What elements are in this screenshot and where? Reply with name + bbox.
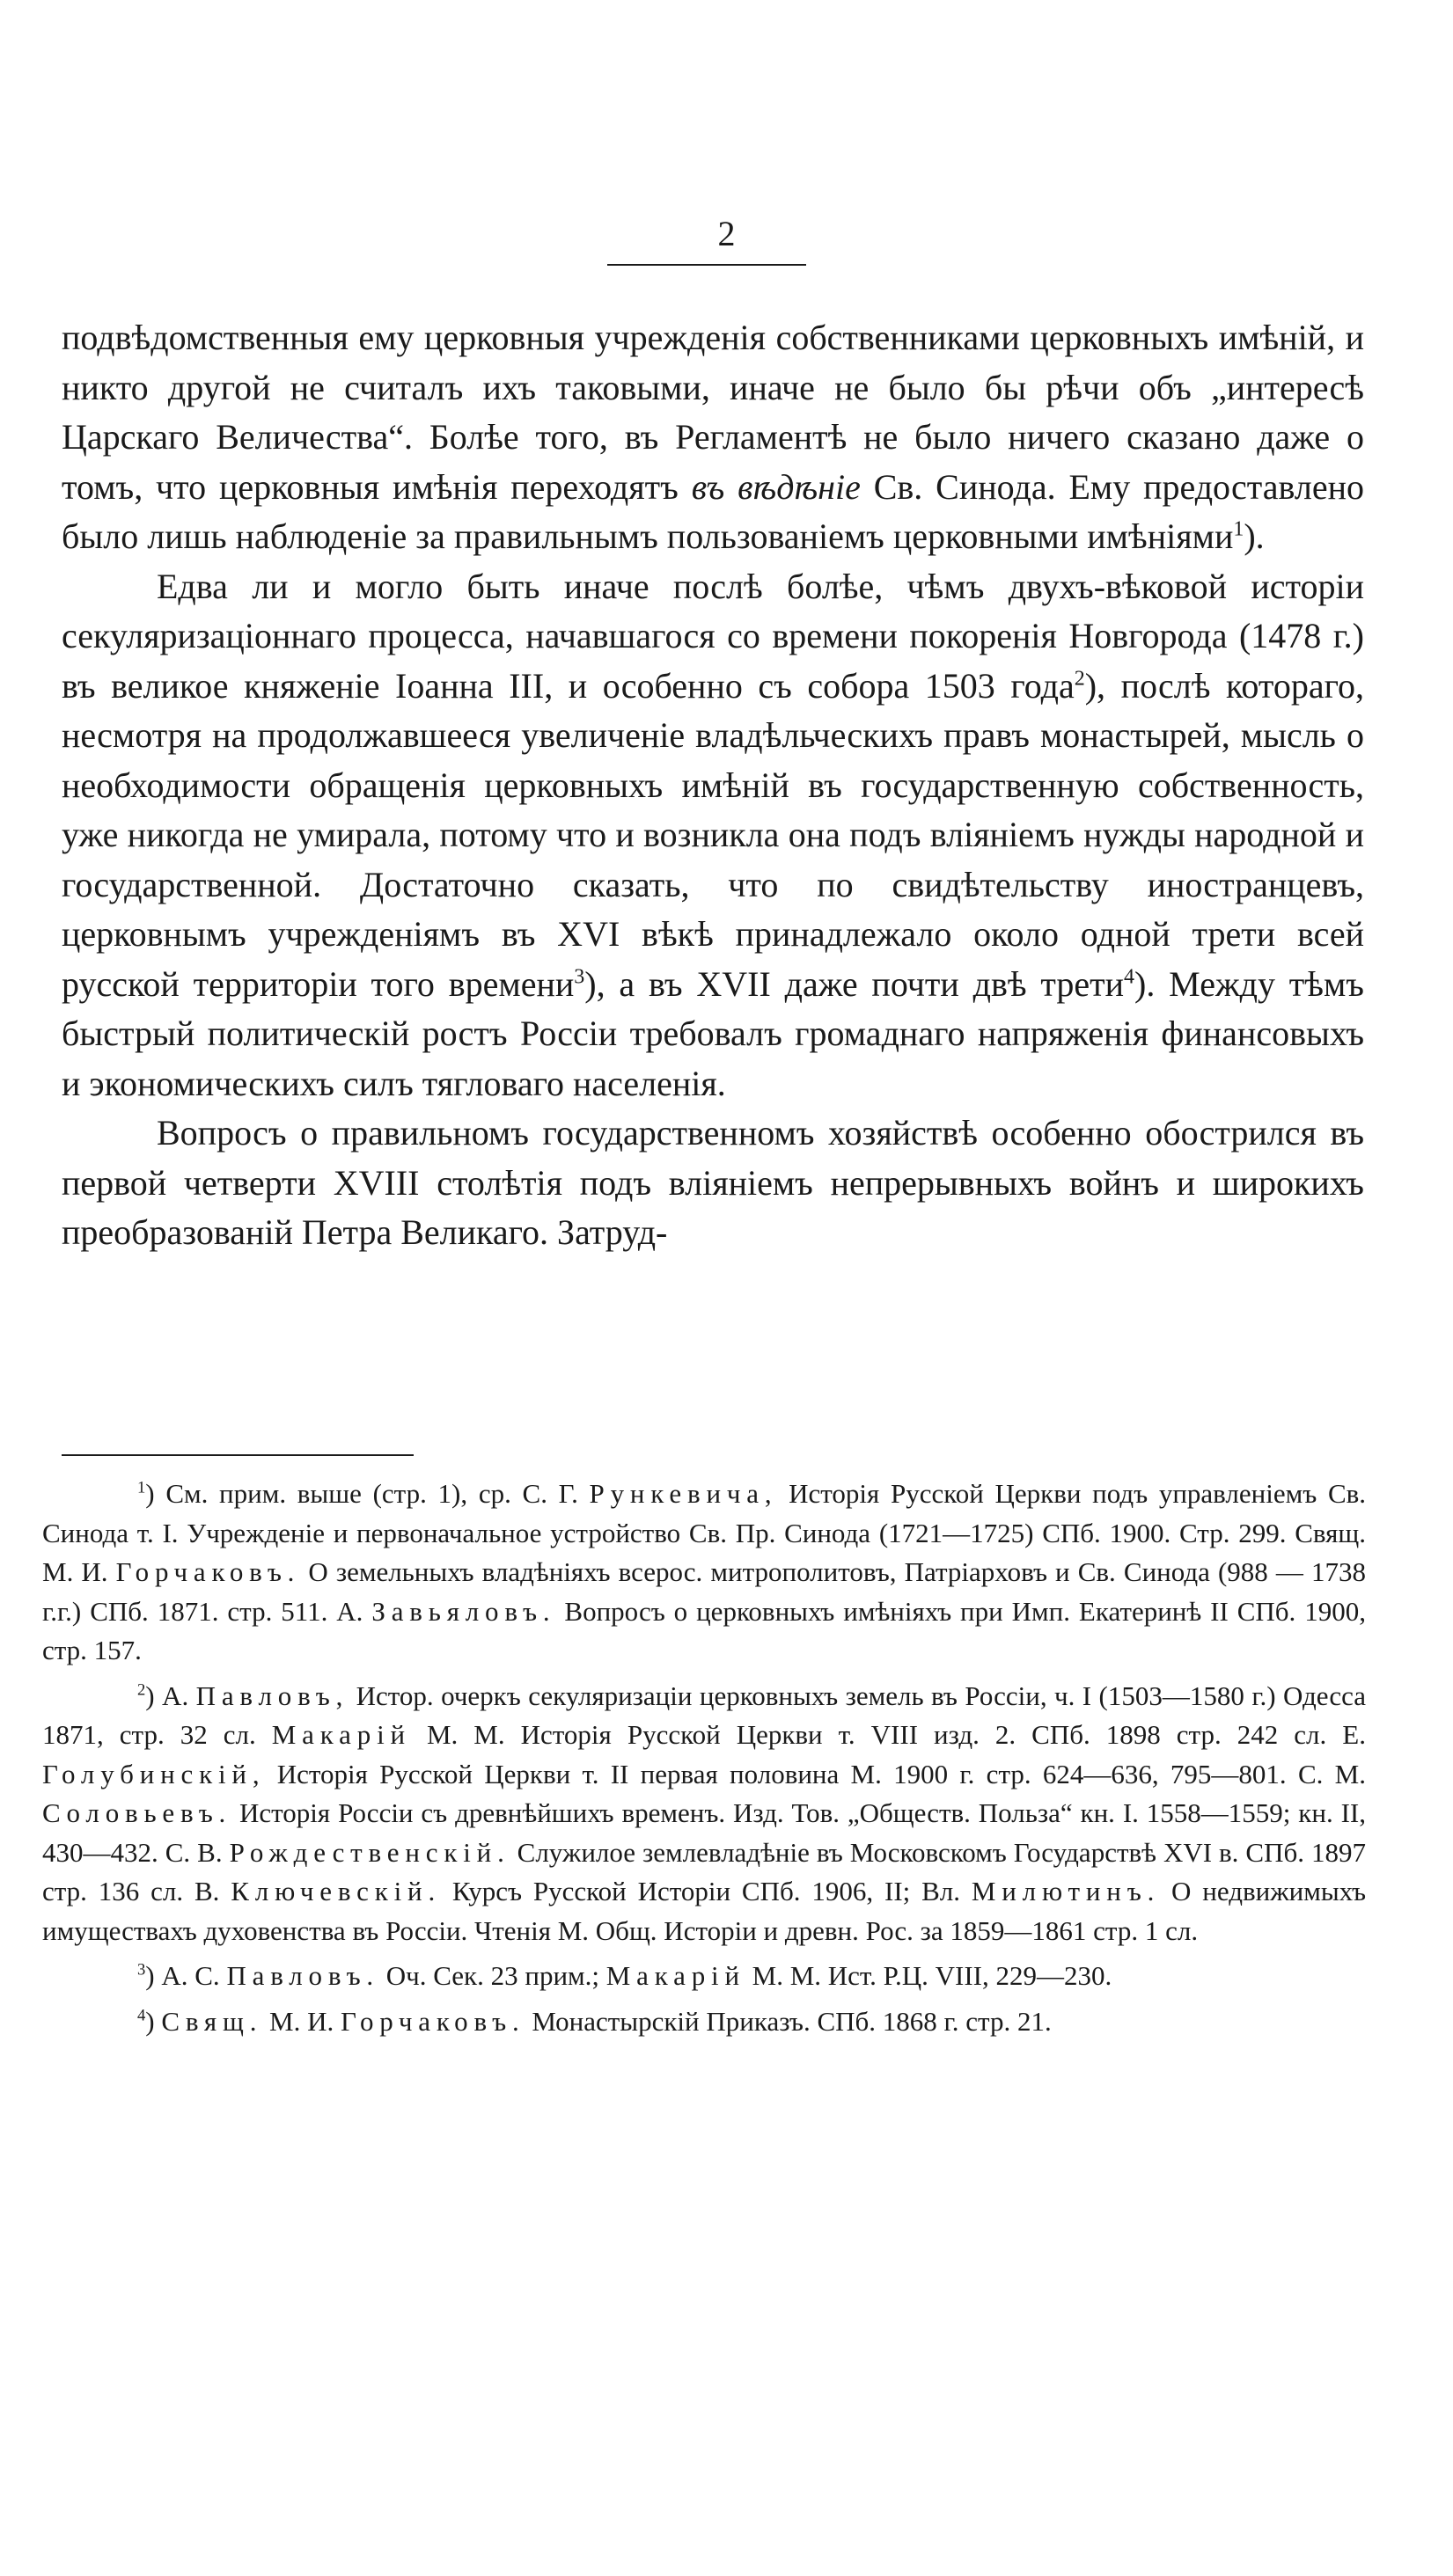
- footnote-ref: 2: [1074, 667, 1085, 691]
- paragraph-3: [62, 1109, 1364, 1258]
- footnote-text: Оч. Сек. 23 прим.;: [379, 1960, 606, 1991]
- paragraph-text: подвѣдомственныя ему церковныя учрежденія собственниками церковныхъ имѣній, и никто другой не считалъ ихъ таковыми, иначе не было бы рѣчи объ „интересѣ Царскаго Величества“. Болѣе того, въ Регламентѣ не было ничего сказано даже о томъ, что церковныя имѣнія переходятъ: [62, 318, 1364, 507]
- footnote-text: М. М. Исторія Русской Церкви т. VIII изд. 2. СПб. 1898 стр. 242 сл. Е.: [410, 1719, 1366, 1750]
- footnote-3: [42, 1957, 1366, 1996]
- footnote-text: ) А. С.: [145, 1960, 227, 1991]
- paragraph-text: Вопросъ о правильномъ государственномъ хозяйствѣ особенно обострился въ первой четверти XVIII столѣтія подъ вліяніемъ непрерывныхъ войнъ и широкихъ преобразованій Петра Великаго. Затруд-: [62, 1113, 1364, 1252]
- author-name: Голубинскій,: [42, 1758, 266, 1789]
- paragraph-text: ). Между тѣмъ быстрый политическій ростъ Россіи требовалъ громаднаго напряженія финансовыхъ и экономическихъ силъ тягловаго населенія.: [62, 963, 1364, 1103]
- footnote-text: М. И.: [262, 2005, 341, 2037]
- author-name: Рункевича,: [589, 1478, 778, 1509]
- author-name: Завьяловъ.: [371, 1595, 556, 1627]
- author-name: Ключевскій.: [231, 1876, 442, 1906]
- paragraph-text: ), а въ XVII даже почти двѣ трети: [584, 963, 1125, 1004]
- footnote-text: ) А.: [145, 1680, 196, 1711]
- footnote-text: ): [145, 2005, 162, 2037]
- footnote-mark: 2: [137, 1680, 146, 1700]
- paragraph-2: [62, 562, 1364, 1109]
- author-name: Милютинъ.: [971, 1876, 1161, 1906]
- footnote-text: М. М. Ист. Р.Ц. VIII, 229—230.: [745, 1960, 1112, 1991]
- footnote-text: Исторія Русской Церкви т. II первая половина М. 1900 г. стр. 624—636, 795—801. С. М.: [265, 1758, 1366, 1789]
- footnote-4: [42, 2002, 1366, 2042]
- footnote-ref: 1: [1233, 517, 1244, 541]
- footnote-ref: 3: [574, 965, 585, 989]
- footnotes: [42, 1475, 1366, 2041]
- paragraph-text: Едва ли и могло быть иначе послѣ болѣе, чѣмъ двухъ-вѣковой исторіи секуляризаціоннаго процесса, начавшагося со времени покоренія Новгорода (1478 г.) въ великое княженіе Іоанна III, и особенно съ собора 1503 года: [62, 566, 1364, 706]
- paragraph-1: [62, 313, 1364, 562]
- italic-phrase: въ вѣдѣніе: [691, 466, 861, 507]
- paragraph-text: Св. Синода. Ему предоставлено было лишь наблюденіе за правильнымъ пользованіемъ церковными имѣніями: [62, 466, 1365, 556]
- author-name: Свящ.: [161, 2005, 263, 2037]
- author-name: Рождественскій.: [229, 1836, 510, 1868]
- footnote-text: Истор. очеркъ секуляризаціи церковныхъ земель въ Россіи, ч. I (1503—1580 г.) Одесса 1871, стр. 32 сл.: [42, 1680, 1366, 1750]
- footnote-text: Исторія Русской Церкви подъ управленіемъ Св. Синода т. I. Учрежденіе и первоначальное устройство Св. Пр. Синода (1721—1725) СПб. 1900. Стр. 299. Свящ. М. И.: [42, 1478, 1367, 1587]
- author-name: Макарій: [271, 1719, 411, 1750]
- paragraph-text: ).: [1244, 516, 1265, 556]
- author-name: Павловъ,: [195, 1680, 349, 1711]
- author-name: Соловьевъ.: [42, 1797, 232, 1828]
- footnote-text: Курсъ Русской Исторіи СПб. 1906, II; Вл.: [441, 1876, 972, 1906]
- footnote-text: О земельныхъ владѣніяхъ всерос. митрополитовъ, Патріарховъ и Св. Синода (988 — 1738 г.г.) СПб. 1871. стр. 511. А.: [42, 1556, 1366, 1627]
- footnote-text: ) См. прим. выше (стр. 1), ср. С. Г.: [145, 1478, 590, 1509]
- author-name: Горчаковъ.: [340, 2005, 525, 2037]
- footnote-ref: 4: [1124, 965, 1135, 989]
- footnote-2: [42, 1677, 1366, 1951]
- author-name: Макарій: [605, 1960, 745, 1991]
- footnote-mark: 3: [137, 1960, 146, 1980]
- footnote-mark: 4: [137, 2006, 146, 2025]
- footnote-text: Исторія Россіи съ древнѣйшихъ временъ. Изд. Тов. „Обществ. Польза“ кн. I. 1558—1559; кн. II, 430—432. С. В.: [42, 1797, 1366, 1868]
- footnote-text: Монастырскій Приказъ. СПб. 1868 г. стр. 21.: [525, 2005, 1052, 2037]
- author-name: Павловъ.: [226, 1960, 379, 1991]
- footnote-separator: [62, 1454, 414, 1456]
- footnote-1: [42, 1475, 1366, 1671]
- author-name: Горчаковъ.: [115, 1556, 301, 1587]
- main-text: [62, 313, 1364, 1258]
- paragraph-text: ), послѣ котораго, несмотря на продолжавшееся увеличеніе владѣльческихъ правъ монастырей, мысль о необходимости обращенія церковныхъ имѣній въ государственную собственность, уже никогда не умирала, потому что и возникла она подъ вліяніемъ нужды народной и государственной. Достаточно сказать, что по свидѣтельству иностранцевъ, церковнымъ учрежденіямъ въ XVI вѣкѣ принадлежало около одной трети всей русской территоріи того времени: [62, 665, 1364, 1004]
- footnote-text: О недвижимыхъ имуществахъ духовенства въ Россіи. Чтенія М. Общ. Исторіи и древн. Рос. за 1859—1861 стр. 1 сл.: [42, 1876, 1366, 1946]
- footnote-text: Вопросъ о церковныхъ имѣніяхъ при Имп. Екатеринѣ II СПб. 1900, стр. 157.: [42, 1595, 1366, 1665]
- page-number-underline: [607, 264, 806, 266]
- footnote-text: Служилое землевладѣніе въ Московскомъ Государствѣ XVI в. СПб. 1897 стр. 136 сл. В.: [42, 1836, 1366, 1906]
- page-number: 2: [717, 214, 736, 253]
- footnote-mark: 1: [137, 1478, 146, 1497]
